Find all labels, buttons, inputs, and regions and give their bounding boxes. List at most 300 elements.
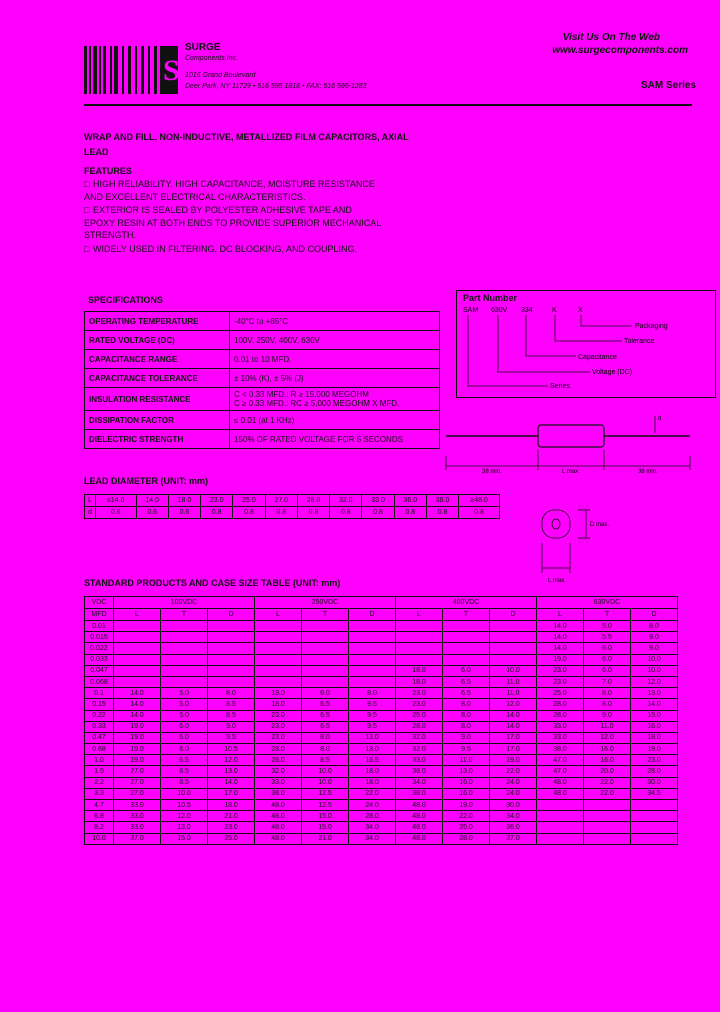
table-cell: [114, 643, 161, 654]
table-cell: [161, 632, 208, 643]
spec-row: CAPACITANCE TOLERANCE ± 10% (K), ± 5% (J): [85, 369, 440, 388]
capacitance-cell: 0.01: [85, 621, 114, 632]
table-cell: [208, 643, 255, 654]
table-cell: 23.0: [255, 710, 302, 721]
svg-text:K: K: [552, 307, 557, 314]
dimension-header-cell: D: [490, 609, 537, 621]
bullet-icon: □: [84, 179, 90, 189]
table-cell: 16.0: [584, 755, 631, 766]
table-cell: 19.0: [114, 732, 161, 743]
lead-diameter-heading: LEAD DIAMETER (UNIT: mm): [84, 476, 208, 486]
capacitance-cell: 0.15: [85, 699, 114, 710]
table-cell: 9.0: [208, 721, 255, 732]
table-cell: 48.0: [255, 833, 302, 844]
table-cell: [349, 676, 396, 687]
table-cell: 18.0: [349, 777, 396, 788]
table-cell: [114, 654, 161, 665]
table-cell: 28.0: [443, 833, 490, 844]
table-cell: [490, 654, 537, 665]
table-cell: 10.0: [631, 665, 678, 676]
spec-row: INSULATION RESISTANCE C < 0.33 MFD.: R ≥ 15,000 MEGOHM C ≥ 0.33 MFD.: RC ≥ 5,000 MEGOHM X MFD.: [85, 388, 440, 411]
svg-text:X: X: [578, 307, 583, 314]
table-cell: 5.0: [161, 699, 208, 710]
table-cell: 28.0: [349, 811, 396, 822]
table-cell: 18.0: [396, 665, 443, 676]
table-cell: [396, 621, 443, 632]
table-cell: 23.0: [208, 822, 255, 833]
table-row: [85, 688, 678, 699]
dimension-header-cell: L: [255, 609, 302, 621]
table-cell: 33.0: [114, 811, 161, 822]
table-cell: 5.5: [584, 632, 631, 643]
table-cell: 28.0: [255, 755, 302, 766]
table-cell: 9.5: [443, 744, 490, 755]
brand-name: SURGE: [185, 42, 221, 53]
table-cell: 34.0: [349, 822, 396, 833]
table-cell: 48.0: [255, 800, 302, 811]
table-cell: 9.5: [349, 710, 396, 721]
table-row: [85, 755, 678, 766]
table-cell: 14.0: [114, 710, 161, 721]
table-cell: [161, 643, 208, 654]
lead-diameter-table: [84, 494, 500, 519]
web-visit-text: Visit Us On The Web: [562, 32, 660, 43]
table-cell: 6.5: [302, 710, 349, 721]
dimension-header-cell: D: [631, 609, 678, 621]
table-cell: 5.0: [161, 710, 208, 721]
table-cell: [208, 621, 255, 632]
table-cell: 32.0: [255, 766, 302, 777]
table-cell: 6.0: [584, 665, 631, 676]
table-cell: 17.0: [490, 732, 537, 743]
capacitance-cell: 0.015: [85, 632, 114, 643]
table-cell: [208, 632, 255, 643]
bullet-icon: □: [84, 243, 90, 254]
table-cell: 9.5: [349, 699, 396, 710]
table-cell: 33.0: [114, 800, 161, 811]
table-cell: 9.5: [208, 732, 255, 743]
table-row: [85, 621, 678, 632]
table-cell: 23.0: [255, 721, 302, 732]
table-cell: 33.0: [537, 732, 584, 743]
table-cell: 32.0: [396, 732, 443, 743]
table-cell: 6.5: [443, 688, 490, 699]
table-cell: [255, 621, 302, 632]
table-cell: 9.5: [349, 721, 396, 732]
table-cell: 27.0: [114, 788, 161, 799]
dimension-header-cell: L: [396, 609, 443, 621]
table-cell: 48.0: [396, 800, 443, 811]
svg-text:D max.: D max.: [590, 522, 610, 528]
table-cell: [302, 632, 349, 643]
table-row: [85, 833, 678, 844]
capacitance-cell: 0.22: [85, 710, 114, 721]
table-cell: 22.0: [349, 788, 396, 799]
table-cell: [584, 822, 631, 833]
table-cell: 10.0: [302, 777, 349, 788]
dimension-header-cell: T: [584, 609, 631, 621]
table-cell: 27.0: [114, 766, 161, 777]
table-cell: [396, 643, 443, 654]
table-cell: 8.0: [302, 744, 349, 755]
table-cell: 27.0: [114, 777, 161, 788]
table-row: [85, 766, 678, 777]
table-cell: 11.0: [584, 721, 631, 732]
table-cell: 17.0: [208, 788, 255, 799]
table-cell: [161, 654, 208, 665]
capacitance-cell: 0.68: [85, 744, 114, 755]
features-heading: FEATURES: [84, 166, 132, 176]
table-cell: 22.0: [490, 766, 537, 777]
table-cell: [255, 632, 302, 643]
table-cell: [114, 665, 161, 676]
table-row: [85, 721, 678, 732]
table-cell: [631, 800, 678, 811]
table-cell: 28.0: [537, 699, 584, 710]
table-cell: 6.0: [161, 744, 208, 755]
table-cell: 8.0: [208, 688, 255, 699]
table-cell: [302, 654, 349, 665]
table-cell: 16.0: [443, 777, 490, 788]
table-cell: 28.0: [631, 766, 678, 777]
table-cell: 19.0: [114, 744, 161, 755]
table-cell: [255, 676, 302, 687]
table-cell: [349, 665, 396, 676]
capacitance-cell: 0.022: [85, 643, 114, 654]
table-cell: 22.0: [584, 777, 631, 788]
svg-text:630V: 630V: [491, 307, 508, 314]
table-cell: 14.0: [537, 621, 584, 632]
table-cell: 11.0: [443, 755, 490, 766]
table-cell: 8.0: [349, 688, 396, 699]
table-cell: 23.0: [537, 676, 584, 687]
table-cell: 9.0: [443, 732, 490, 743]
table-cell: 14.0: [490, 721, 537, 732]
address-line-1: 1016 Grand Boulevard: [185, 72, 256, 79]
table-cell: 12.5: [302, 788, 349, 799]
table-cell: 25.0: [396, 710, 443, 721]
table-cell: 6.5: [302, 699, 349, 710]
table-cell: 30.0: [490, 800, 537, 811]
table-cell: 38.0: [396, 766, 443, 777]
table-cell: [302, 676, 349, 687]
table-cell: [537, 822, 584, 833]
table-cell: 47.0: [537, 755, 584, 766]
table-cell: 37.0: [114, 833, 161, 844]
table-cell: 17.0: [490, 744, 537, 755]
table-cell: 48.0: [537, 777, 584, 788]
table-cell: 8.0: [302, 732, 349, 743]
dimension-header-row: MFD L T D L T D L T D L T D: [85, 609, 678, 621]
document-title: WRAP AND FILL, NON-INDUCTIVE, METALLIZED FILM CAPACITORS, AXIAL LEAD: [84, 132, 409, 157]
table-cell: 23.0: [537, 665, 584, 676]
web-url-link[interactable]: www.surgecomponents.com: [552, 45, 688, 56]
table-cell: 32.0: [396, 744, 443, 755]
table-cell: 36.0: [490, 822, 537, 833]
table-cell: 18.0: [349, 766, 396, 777]
table-cell: 6.0: [584, 643, 631, 654]
table-cell: [114, 632, 161, 643]
table-cell: 28.0: [537, 710, 584, 721]
capacitance-cell: 0.1: [85, 688, 114, 699]
table-cell: 13.0: [631, 688, 678, 699]
spec-row: CAPACITANCE RANGE 0.01 to 10 MFD.: [85, 350, 440, 369]
table-cell: 11.0: [490, 688, 537, 699]
capacitance-cell: 0.047: [85, 665, 114, 676]
table-cell: 13.0: [443, 766, 490, 777]
table-cell: 33.0: [255, 777, 302, 788]
table-cell: [349, 643, 396, 654]
table-cell: 34.0: [396, 777, 443, 788]
table-row: [85, 699, 678, 710]
table-cell: 10.0: [161, 788, 208, 799]
table-cell: 15.0: [161, 833, 208, 844]
table-cell: 8.0: [443, 721, 490, 732]
table-cell: 19.0: [114, 755, 161, 766]
table-cell: [349, 632, 396, 643]
table-cell: 48.0: [255, 811, 302, 822]
table-cell: 15.0: [302, 811, 349, 822]
table-cell: 23.0: [396, 688, 443, 699]
table-cell: 8.5: [161, 777, 208, 788]
table-cell: 48.0: [255, 822, 302, 833]
table-cell: 5.0: [161, 688, 208, 699]
feature-item: □ EXTERIOR IS SEALED BY POLYESTER ADHESIVE TAPE AND EPOXY RESIN AT BOTH ENDS TO PROVIDE SUPERIOR MECHANICAL STRENGTH.: [84, 205, 381, 240]
dimension-header-cell: L: [537, 609, 584, 621]
table-cell: 24.0: [490, 788, 537, 799]
table-cell: [255, 654, 302, 665]
brand-subtitle: Components,Inc.: [185, 55, 238, 62]
table-cell: 25.0: [443, 822, 490, 833]
dimension-header-cell: L: [114, 609, 161, 621]
table-cell: 22.0: [443, 811, 490, 822]
table-cell: 48.0: [396, 822, 443, 833]
table-row: [85, 665, 678, 676]
table-cell: 18.0: [208, 800, 255, 811]
table-cell: 8.5: [161, 766, 208, 777]
table-cell: [255, 665, 302, 676]
table-cell: 28.0: [396, 721, 443, 732]
table-cell: 21.0: [208, 811, 255, 822]
table-cell: 30.0: [631, 777, 678, 788]
table-cell: 25.0: [208, 833, 255, 844]
table-cell: [396, 632, 443, 643]
capacitance-cell: 4.7: [85, 800, 114, 811]
table-cell: [631, 833, 678, 844]
table-cell: 8.0: [584, 688, 631, 699]
table-cell: 14.0: [114, 699, 161, 710]
table-cell: [349, 654, 396, 665]
table-cell: 14.0: [208, 777, 255, 788]
table-cell: 23.0: [255, 732, 302, 743]
table-cell: 12.0: [208, 755, 255, 766]
table-cell: 15.0: [631, 710, 678, 721]
table-row: [85, 732, 678, 743]
standard-products-heading: STANDARD PRODUCTS AND CASE SIZE TABLE (UNIT: mm): [84, 578, 341, 588]
table-row: [85, 744, 678, 755]
table-cell: [114, 676, 161, 687]
svg-text:Voltage (DC): Voltage (DC): [592, 369, 633, 376]
table-row: [85, 822, 678, 833]
dimension-header-cell: T: [443, 609, 490, 621]
series-label: SAM Series: [640, 80, 696, 91]
capacitance-cell: 8.2: [85, 822, 114, 833]
table-cell: [161, 621, 208, 632]
svg-text:SAM: SAM: [463, 307, 479, 314]
table-row: [85, 777, 678, 788]
lead-row-l: L ≤14.0 14.0 18.0 23.0 25.0 27.0 28.0 32.0 33.0 36.0 38.0 ≥48.0: [85, 495, 500, 507]
table-cell: [208, 665, 255, 676]
table-cell: 8.0: [631, 621, 678, 632]
table-cell: 6.0: [161, 721, 208, 732]
table-cell: 19.0: [490, 755, 537, 766]
table-cell: 6.0: [584, 654, 631, 665]
table-cell: 6.5: [302, 721, 349, 732]
table-cell: [302, 621, 349, 632]
table-cell: 14.0: [114, 688, 161, 699]
table-cell: 11.0: [490, 676, 537, 687]
standard-products-table: [84, 596, 678, 845]
table-cell: 12.0: [490, 699, 537, 710]
table-cell: 5.0: [584, 621, 631, 632]
table-cell: 8.5: [302, 755, 349, 766]
specifications-heading: SPECIFICATIONS: [88, 295, 163, 305]
bullet-icon: □: [84, 205, 90, 215]
table-cell: 47.0: [537, 766, 584, 777]
table-row: [85, 788, 678, 799]
table-cell: 6.5: [443, 676, 490, 687]
table-cell: 48.0: [396, 811, 443, 822]
table-cell: [490, 632, 537, 643]
address-line-2: Deer Park, NY 11729 • 516 595 1818 • FAX: 516 595-1283: [185, 83, 367, 90]
table-row: [85, 632, 678, 643]
table-cell: 9.0: [631, 632, 678, 643]
lead-row-d: d 0.6 0.6 0.6 0.8 0.8 0.8 0.8 0.8 0.8 0.8 0.8 0.8: [85, 507, 500, 519]
capacitance-cell: 0.033: [85, 654, 114, 665]
table-cell: 25.0: [537, 688, 584, 699]
table-cell: 6.0: [161, 732, 208, 743]
table-cell: 15.0: [302, 822, 349, 833]
spec-row: DISSIPATION FACTOR ≤ 0.01 (at 1 KHz): [85, 411, 440, 430]
svg-text:Capacitance: Capacitance: [578, 354, 617, 361]
table-cell: 13.0: [161, 822, 208, 833]
svg-text:Packaging: Packaging: [635, 323, 668, 330]
capacitance-cell: 2.2: [85, 777, 114, 788]
dimension-header-cell: T: [161, 609, 208, 621]
table-cell: [584, 833, 631, 844]
svg-text:Tolerance: Tolerance: [624, 338, 655, 345]
capacitance-cell: 1.5: [85, 766, 114, 777]
table-cell: [443, 643, 490, 654]
table-cell: [443, 621, 490, 632]
table-cell: 48.0: [396, 833, 443, 844]
table-cell: 37.0: [490, 833, 537, 844]
capacitance-cell: 0.068: [85, 676, 114, 687]
table-cell: [443, 632, 490, 643]
table-cell: 33.0: [537, 721, 584, 732]
table-cell: 13.0: [349, 732, 396, 743]
table-cell: 34.0: [349, 833, 396, 844]
table-cell: 38.0: [255, 788, 302, 799]
specifications-table: [84, 311, 440, 449]
table-cell: 21.0: [302, 833, 349, 844]
svg-text:334: 334: [521, 307, 533, 314]
table-cell: 10.5: [208, 744, 255, 755]
table-cell: 12.0: [161, 811, 208, 822]
table-row: [85, 710, 678, 721]
table-cell: 20.0: [584, 766, 631, 777]
table-cell: 18.0: [396, 676, 443, 687]
dimension-header-cell: D: [208, 609, 255, 621]
table-cell: [396, 654, 443, 665]
table-cell: 14.0: [631, 699, 678, 710]
table-cell: [490, 643, 537, 654]
table-cell: 8.0: [443, 710, 490, 721]
table-cell: [537, 811, 584, 822]
table-cell: 28.0: [255, 744, 302, 755]
table-row: [85, 800, 678, 811]
dimension-header-cell: T: [302, 609, 349, 621]
company-logo: [84, 44, 180, 96]
spec-row: OPERATING TEMPERATURE -40°C to +85°C: [85, 312, 440, 331]
svg-text:L max.: L max.: [548, 578, 566, 584]
table-cell: [161, 676, 208, 687]
table-cell: 18.0: [255, 699, 302, 710]
table-cell: [302, 643, 349, 654]
table-cell: [584, 800, 631, 811]
table-cell: 6.0: [443, 665, 490, 676]
table-cell: 14.0: [537, 632, 584, 643]
table-cell: 19.0: [537, 654, 584, 665]
table-cell: 23.0: [631, 755, 678, 766]
table-cell: 8.0: [584, 699, 631, 710]
table-cell: 23.0: [396, 699, 443, 710]
svg-text:Series: Series: [550, 383, 570, 390]
part-number-heading: Part Number: [463, 293, 518, 303]
table-cell: 6.5: [161, 755, 208, 766]
table-cell: 12.5: [302, 800, 349, 811]
table-cell: 14.0: [490, 710, 537, 721]
table-cell: [161, 665, 208, 676]
table-cell: 8.0: [443, 699, 490, 710]
table-cell: 33.0: [396, 755, 443, 766]
svg-text:d: d: [658, 416, 662, 422]
table-cell: 48.0: [537, 788, 584, 799]
table-cell: 16.0: [443, 788, 490, 799]
table-cell: 38.0: [537, 744, 584, 755]
table-row: [85, 676, 678, 687]
table-cell: 33.0: [114, 822, 161, 833]
header-divider: [84, 104, 692, 106]
table-cell: 10.0: [631, 654, 678, 665]
table-cell: [537, 800, 584, 811]
table-cell: 14.0: [537, 643, 584, 654]
table-cell: 18.0: [255, 688, 302, 699]
voltage-header-row: VDC 100VDC 250VDC 400VDC 630VDC: [85, 597, 678, 609]
table-cell: 12.0: [631, 676, 678, 687]
spec-row: DIELECTRIC STRENGTH 150% OF RATED VOLTAGE FOR 5 SECONDS: [85, 430, 440, 449]
table-cell: 19.0: [114, 721, 161, 732]
table-cell: [537, 833, 584, 844]
table-cell: [114, 621, 161, 632]
capacitance-cell: 0.47: [85, 732, 114, 743]
table-cell: [208, 654, 255, 665]
table-cell: 38.0: [396, 788, 443, 799]
table-cell: [349, 621, 396, 632]
dimension-header-cell: D: [349, 609, 396, 621]
table-cell: 7.0: [584, 676, 631, 687]
features-list: [84, 178, 384, 256]
